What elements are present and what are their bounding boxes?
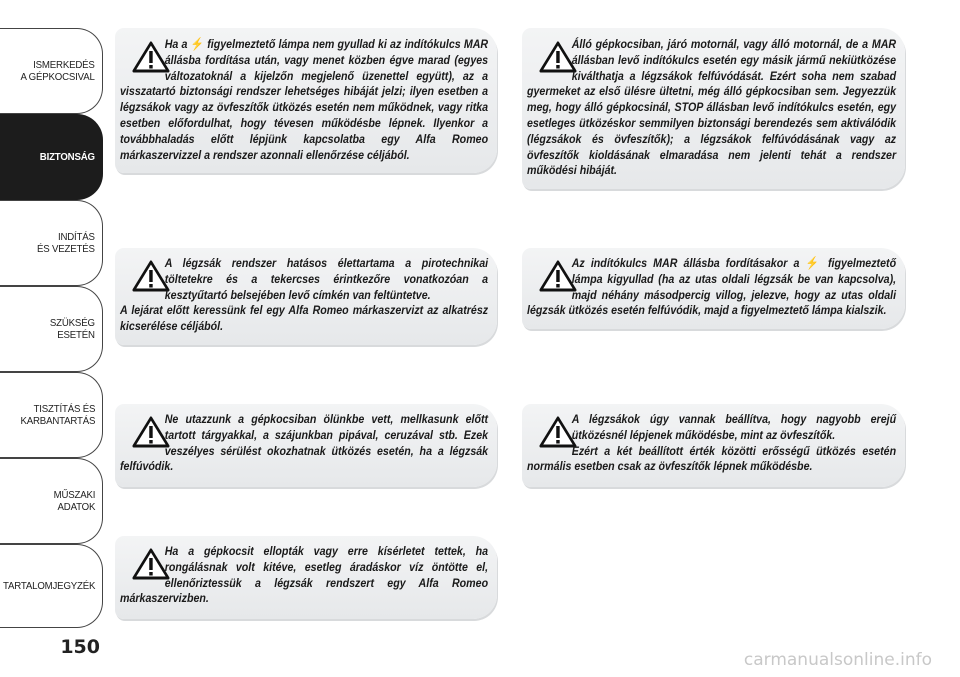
- passenger-airbag-icon: ⚡: [805, 256, 822, 270]
- tab-inditas[interactable]: [0, 200, 103, 286]
- warning-text: Ha a ⚡ figyelmeztető lámpa nem gyullad ki az indítókulcs MAR állásba fordítása után, vagy menet közben égve marad (egyes változatoknál a kijelzőn megjelenő üzenettel együtt), az a visszatartó biztonsági rendszer lehetséges hibáját jelzi; ilyen esetben a légzsákok vagy az övfeszítők ütközés esetén nem működnek, vagy ritka esetben előfordulhat, hogy tévesen működésbe lépnek. Ilyenkor a továbbhaladás előtt lépjünk kapcsolatba egy Alfa Romeo márkaszervizzel a rendszer azonnali ellenőrzése céljából.: [120, 37, 489, 162]
- page-number: 150: [60, 636, 100, 658]
- tab-muszaki[interactable]: [0, 458, 103, 544]
- warning-triangle-icon: [120, 260, 165, 298]
- tab-label: BIZTONSÁG: [39, 151, 95, 163]
- warning-text: Ezért a két beállított érték közötti erősségű ütközés esetén normális esetben csak az övfeszítők lépnek működésbe.: [527, 443, 897, 474]
- warning-triangle-icon: [527, 260, 572, 298]
- warning-text: Ne utazzunk a gépkocsiban ölünkbe vett, mellkasunk előtt tartott tárgyakkal, a szájunkban pipával, ceruzával stb. Ezek veszélyes sérülést okozhatnak ütközés esetén, ha a légzsák felfúvódik.: [120, 412, 489, 474]
- warning-text: Álló gépkocsiban, járó motornál, vagy álló motornál, de a MAR állásban levő indítókulcs esetén egy másik jármű nekiütközése kiválthatja a légzsákok felfúvódását. Ezért soha nem szabad gyermeket az első ülésre ültetni, még álló gépkocsiban sem. Jegyezzük meg, hogy álló gépkocsinál, STOP állásban levő indítókulcs esetén, egy esetleges ütközéskor semmilyen biztonsági berendezés sem aktiválódik (légzsákok és övfeszítők); a légzsákok felfúvódásának vagy az övfeszítők kioldásának elmaradása nem jelenti tehát a rendszer működési hibáját.: [527, 37, 897, 178]
- tab-label: ISMERKEDÉS A GÉPKOCSIVAL: [20, 59, 95, 83]
- warning-box-objects: [115, 404, 497, 487]
- warning-box-passenger-lamp: [522, 248, 905, 329]
- warning-triangle-icon: [120, 548, 165, 586]
- watermark: carmanualsonline.info: [743, 650, 932, 670]
- tab-szukseg[interactable]: [0, 286, 103, 372]
- tab-tisztitas[interactable]: [0, 372, 103, 458]
- warning-text: A lejárat előtt keressünk fel egy Alfa Romeo márkaszervizt az alkatrész kicserélése céljából.: [120, 303, 489, 334]
- tab-biztonsag[interactable]: [0, 114, 103, 200]
- warning-triangle-icon: [527, 416, 572, 454]
- airbag-warning-icon: ⚡: [190, 37, 205, 51]
- warning-text: Az indítókulcs MAR állásba fordításakor a ⚡ figyelmeztető lámpa kigyullad (ha az utas oldali légzsák be van kapcsolva), majd néhány másodpercig villog, jelezve, hogy az utas oldali légzsák ütközés esetén felfúvódik, majd a figyelmeztető lámpa kialszik.: [527, 256, 897, 318]
- warning-box-stationary: [522, 28, 905, 189]
- tab-tartalomjegyzek[interactable]: [0, 544, 103, 628]
- chapter-tabs: [0, 0, 103, 640]
- warning-text: A légzsákok úgy vannak beállítva, hogy nagyobb erejű ütközésnél lépjenek működésbe, mint az övfeszítők.: [571, 412, 897, 442]
- warning-text: A légzsák rendszer hatásos élettartama a pirotechnikai töltetekre és a tekercses érintkezőre vonatkozóan a kesztyűtartó belsejében levő címkén van feltüntetve.: [164, 256, 489, 302]
- warning-box-airbag-lamp: [115, 28, 497, 173]
- warning-triangle-icon: [527, 41, 572, 79]
- warning-triangle-icon: [120, 41, 165, 79]
- tab-label: MŰSZAKI ADATOK: [53, 489, 95, 513]
- warning-box-stolen: [115, 536, 497, 619]
- tab-label: TARTALOMJEGYZÉK: [2, 580, 95, 592]
- tab-label: SZÜKSÉG ESETÉN: [50, 317, 95, 341]
- warning-text: Ha a gépkocsit ellopták vagy erre kísérletet tettek, ha rongálásnak volt kitéve, esetleg áradáskor víz öntötte el, ellenőriztessük a légzsák rendszert egy Alfa Romeo márkaszervizben.: [120, 544, 489, 606]
- warning-triangle-icon: [120, 416, 165, 454]
- warning-box-lifetime: [115, 248, 497, 345]
- tab-label: TISZTÍTÁS ÉS KARBANTARTÁS: [20, 403, 95, 427]
- tab-label: INDÍTÁS ÉS VEZETÉS: [37, 231, 95, 255]
- warning-box-deployment: [522, 404, 905, 487]
- tab-ismerkedes[interactable]: [0, 28, 103, 114]
